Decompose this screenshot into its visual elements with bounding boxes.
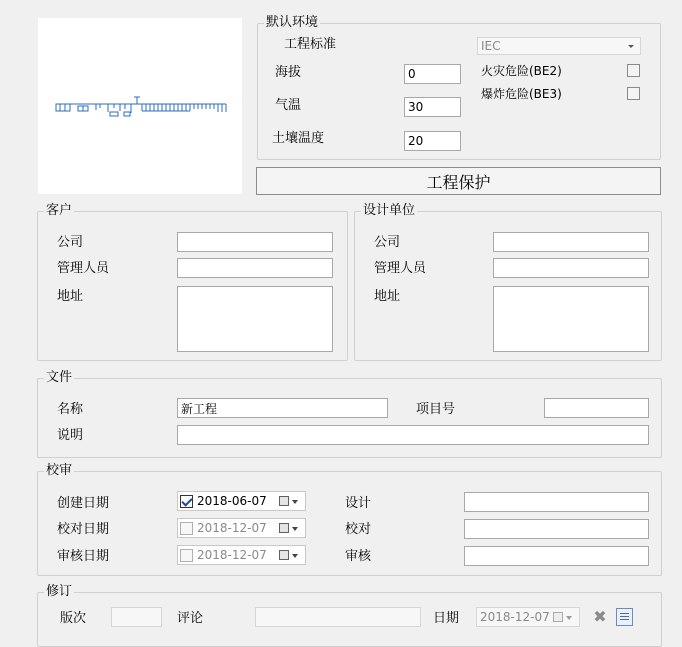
created-date-value: 2018-06-07 [197, 494, 267, 508]
temperature-input[interactable] [404, 97, 461, 117]
customer-address-label: 地址 [57, 289, 84, 304]
created-date-checkbox[interactable] [180, 495, 193, 508]
calendar-icon [553, 612, 563, 622]
design-label: 设计 [345, 496, 372, 511]
engineering-standard-label: 工程标准 [284, 37, 337, 52]
file-legend: 文件 [46, 370, 73, 385]
project-protection-button[interactable]: 工程保护 [256, 167, 661, 195]
project-number-input[interactable] [544, 398, 649, 418]
engineering-standard-select[interactable] [477, 37, 641, 55]
customer-address-input[interactable] [177, 286, 333, 352]
approve-date-value: 2018-12-07 [197, 548, 267, 562]
file-name-input[interactable] [177, 398, 388, 418]
project-preview [38, 18, 242, 194]
design-unit-manager-label: 管理人员 [374, 261, 427, 276]
check-date-label: 校对日期 [57, 522, 110, 537]
created-date-label: 创建日期 [57, 496, 110, 511]
soil-temperature-input[interactable] [404, 131, 461, 151]
temperature-label: 气温 [275, 98, 302, 113]
checker-input[interactable] [464, 519, 649, 539]
calendar-dropdown-button[interactable] [275, 492, 305, 510]
version-label: 版次 [60, 611, 87, 626]
altitude-input[interactable] [404, 64, 461, 84]
explosion-risk-checkbox[interactable] [627, 87, 640, 100]
approve-date-checkbox[interactable] [180, 549, 193, 562]
single-line-diagram-thumbnail [38, 18, 242, 194]
file-name-label: 名称 [57, 402, 84, 417]
design-input[interactable] [464, 492, 649, 512]
default-environment-legend: 默认环境 [266, 15, 319, 30]
design-unit-address-label: 地址 [374, 289, 401, 304]
explosion-risk-label: 爆炸危险(BE3) [481, 87, 562, 101]
chevron-down-icon [292, 500, 298, 504]
calendar-dropdown-button[interactable] [275, 546, 305, 564]
customer-company-input[interactable] [177, 232, 333, 252]
approve-date-picker[interactable] [177, 545, 306, 565]
description-label: 说明 [57, 428, 84, 443]
chevron-down-icon [566, 616, 572, 620]
check-date-checkbox[interactable] [180, 522, 193, 535]
description-input[interactable] [177, 425, 649, 445]
customer-manager-input[interactable] [177, 258, 333, 278]
fire-risk-label: 火灾危险(BE2) [481, 64, 562, 78]
design-unit-manager-input[interactable] [493, 258, 649, 278]
comment-input[interactable] [255, 607, 421, 627]
design-unit-company-label: 公司 [374, 235, 401, 250]
document-icon[interactable] [616, 608, 633, 626]
engineering-standard-value: IEC [481, 39, 501, 53]
calendar-icon [279, 523, 289, 533]
altitude-label: 海拔 [275, 65, 302, 80]
review-legend: 校审 [46, 463, 73, 478]
checker-label: 校对 [345, 522, 372, 537]
revision-legend: 修订 [46, 584, 73, 599]
customer-company-label: 公司 [57, 235, 84, 250]
calendar-dropdown-button[interactable] [549, 608, 579, 626]
design-unit-company-input[interactable] [493, 232, 649, 252]
check-date-value: 2018-12-07 [197, 521, 267, 535]
design-unit-address-input[interactable] [493, 286, 649, 352]
version-input[interactable] [111, 607, 162, 627]
comment-label: 评论 [177, 611, 204, 626]
approve-date-label: 审核日期 [57, 549, 110, 564]
customer-legend: 客户 [46, 203, 73, 218]
calendar-dropdown-button[interactable] [275, 519, 305, 537]
calendar-icon [279, 496, 289, 506]
calendar-icon [279, 550, 289, 560]
design-unit-legend: 设计单位 [363, 203, 416, 218]
customer-manager-label: 管理人员 [57, 261, 110, 276]
fire-risk-checkbox[interactable] [627, 64, 640, 77]
revision-date-label: 日期 [433, 611, 460, 626]
chevron-down-icon [292, 554, 298, 558]
revision-date-value: 2018-12-07 [480, 610, 550, 624]
soil-temperature-label: 土壤温度 [272, 131, 325, 146]
revision-date-picker[interactable] [476, 607, 580, 627]
chevron-down-icon [292, 527, 298, 531]
check-date-picker[interactable] [177, 518, 306, 538]
created-date-picker[interactable] [177, 491, 306, 511]
chevron-down-icon [628, 45, 634, 48]
project-number-label: 项目号 [416, 402, 456, 417]
approver-input[interactable] [464, 546, 649, 566]
close-icon[interactable]: ✖ [593, 607, 607, 626]
approver-label: 审核 [345, 549, 372, 564]
